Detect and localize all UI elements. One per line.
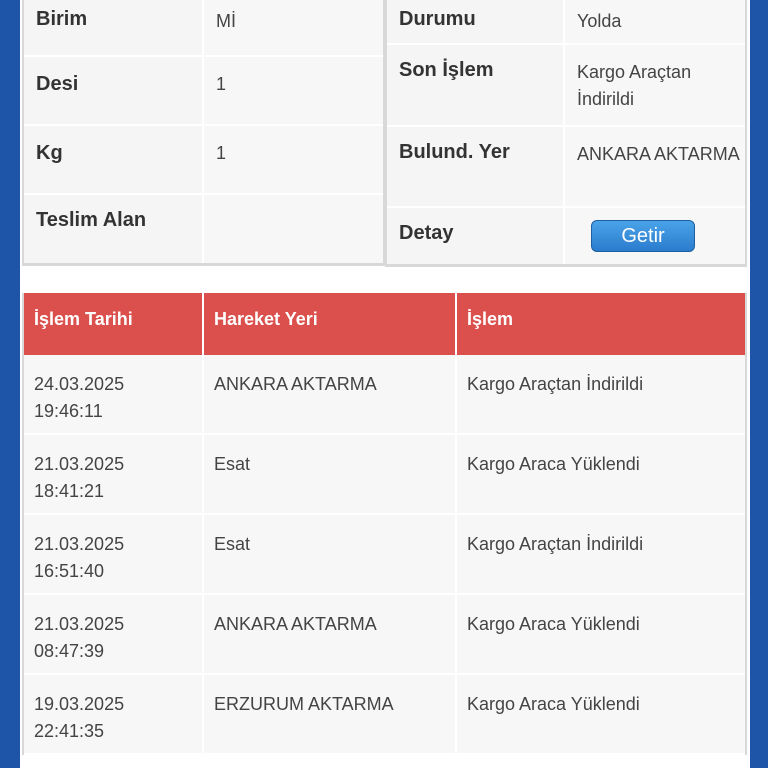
- row-date: 21.03.2025: [34, 614, 125, 634]
- info-row-detay: [387, 208, 745, 264]
- cell-date: [24, 435, 204, 515]
- cell-date: [24, 595, 204, 675]
- row-time: 22:41:35: [34, 721, 105, 741]
- cell-location: Esat: [204, 435, 457, 515]
- row-date: 24.03.2025: [34, 374, 125, 394]
- table-row: [24, 515, 745, 595]
- column-header-location: Hareket Yeri: [204, 293, 457, 355]
- shipment-info-right: [385, 0, 747, 267]
- info-value: [204, 195, 383, 263]
- info-value: 1: [204, 57, 383, 124]
- cell-action: Kargo Araca Yüklendi: [457, 595, 745, 675]
- column-header-date: İşlem Tarihi: [24, 293, 204, 355]
- info-label: Detay: [387, 208, 565, 264]
- cell-date: [24, 355, 204, 435]
- getir-button[interactable]: Getir: [591, 220, 695, 252]
- cell-action: Kargo Araca Yüklendi: [457, 675, 745, 755]
- shipment-history-table: [22, 293, 747, 755]
- info-row-son-islem: [387, 45, 745, 127]
- info-row-bulund-yer: [387, 127, 745, 208]
- info-value: ANKARA AKTARMA: [565, 127, 745, 206]
- shipment-panel: [20, 0, 750, 768]
- info-row-desi: [24, 57, 383, 126]
- cell-action: Kargo Araçtan İndirildi: [457, 515, 745, 595]
- cell-location: ANKARA AKTARMA: [204, 355, 457, 435]
- cell-location: Esat: [204, 515, 457, 595]
- row-date: 21.03.2025: [34, 454, 125, 474]
- info-value: Yolda: [565, 0, 745, 43]
- info-value: Mİ: [204, 0, 383, 55]
- cell-action: Kargo Araca Yüklendi: [457, 435, 745, 515]
- row-time: 18:41:21: [34, 481, 105, 501]
- info-label: Birim: [24, 0, 204, 55]
- info-row-teslim-alan: [24, 195, 383, 263]
- info-label: Durumu: [387, 0, 565, 43]
- info-row-kg: [24, 126, 383, 195]
- row-time: 08:47:39: [34, 641, 105, 661]
- cell-date: [24, 515, 204, 595]
- cell-date: [24, 675, 204, 755]
- info-label: Bulund. Yer: [387, 127, 565, 206]
- info-label: Teslim Alan: [24, 195, 204, 263]
- info-row-durumu: [387, 0, 745, 45]
- table-row: [24, 435, 745, 515]
- table-row: [24, 355, 745, 435]
- info-value: 1: [204, 126, 383, 193]
- row-date: 19.03.2025: [34, 694, 125, 714]
- shipment-info-left: [22, 0, 385, 266]
- column-header-action: İşlem: [457, 293, 745, 355]
- info-value: [565, 208, 745, 264]
- info-label: Desi: [24, 57, 204, 124]
- info-label: Son İşlem: [387, 45, 565, 125]
- info-label: Kg: [24, 126, 204, 193]
- row-time: 16:51:40: [34, 561, 105, 581]
- info-row-birim: [24, 0, 383, 57]
- row-date: 21.03.2025: [34, 534, 125, 554]
- cell-action: Kargo Araçtan İndirildi: [457, 355, 745, 435]
- cell-location: ERZURUM AKTARMA: [204, 675, 457, 755]
- table-row: [24, 595, 745, 675]
- info-value: Kargo Araçtan İndirildi: [565, 45, 745, 125]
- table-row: [24, 675, 745, 755]
- row-time: 19:46:11: [34, 401, 103, 421]
- table-header-row: [24, 293, 745, 355]
- cell-location: ANKARA AKTARMA: [204, 595, 457, 675]
